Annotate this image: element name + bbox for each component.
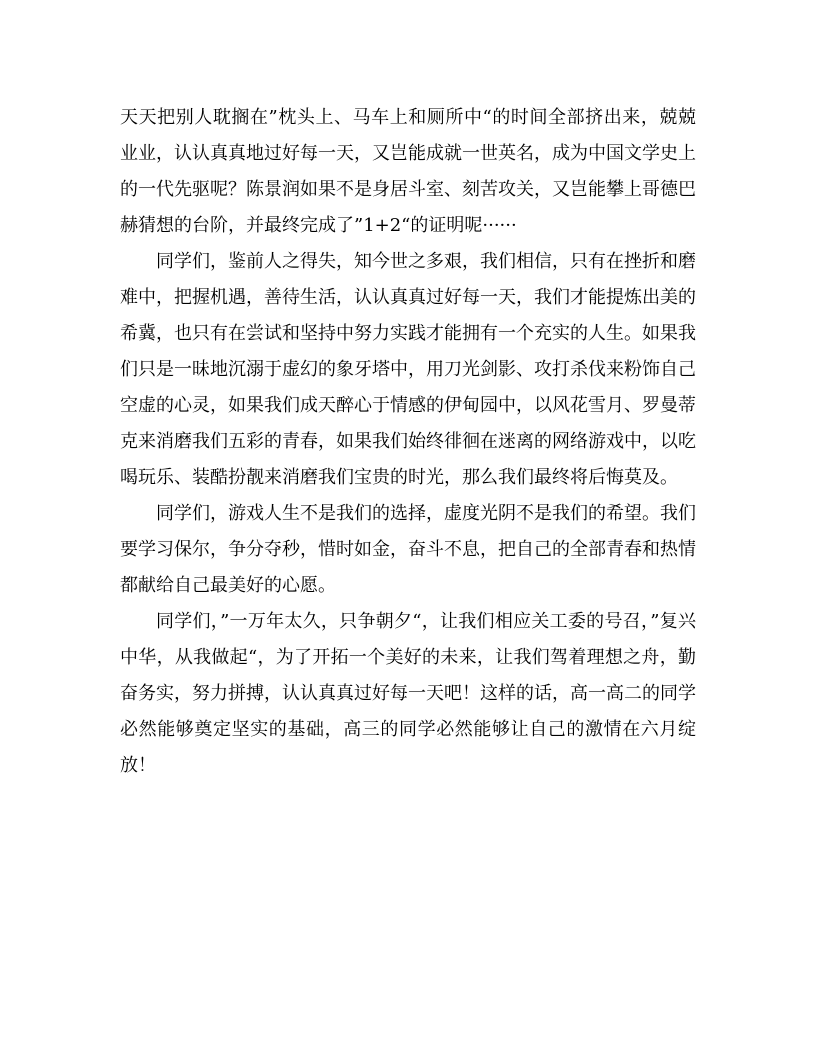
paragraph-1: 天天把别人耽搁在”枕头上、马车上和厕所中“的时间全部挤出来，兢兢业业，认认真真地过好每一天，又岂能成就一世英名，成为中国文学史上的一代先驱呢？陈景润如果不是身居斗室、刻苦攻关，又岂能攀上哥德巴赫猜想的台阶，并最终完成了”1+2“的证明呢······ (120, 107, 696, 236)
document-body (120, 100, 696, 784)
paragraph-4: 同学们，”一万年太久，只争朝夕“，让我们相应关工委的号召，”复兴中华，从我做起“，为了开拓一个美好的未来，让我们驾着理想之舟，勤奋务实，努力拼搏，认认真真过好每一天吧！这样的话，高一高二的同学必然能够奠定坚实的基础，高三的同学必然能够让自己的激情在六月绽放！ (120, 611, 696, 776)
paragraph-3: 同学们，游戏人生不是我们的选择，虚度光阴不是我们的希望。我们要学习保尔，争分夺秒，惜时如金，奋斗不息，把自己的全部青春和热情都献给自己最美好的心愿。 (120, 503, 696, 596)
paragraph-2: 同学们，鉴前人之得失，知今世之多艰，我们相信，只有在挫折和磨难中，把握机遇，善待生活，认认真真过好每一天，我们才能提炼出美的希冀，也只有在尝试和坚持中努力实践才能拥有一个充实的人生。如果我们只是一昧地沉溺于虚幻的象牙塔中，用刀光剑影、攻打杀伐来粉饰自己空虚的心灵，如果我们成天醉心于情感的伊甸园中，以风花雪月、罗曼蒂克来消磨我们五彩的青春，如果我们始终徘徊在迷离的网络游戏中，以吃喝玩乐、装酷扮靓来消磨我们宝贵的时光，那么我们最终将后悔莫及。 (120, 251, 696, 488)
